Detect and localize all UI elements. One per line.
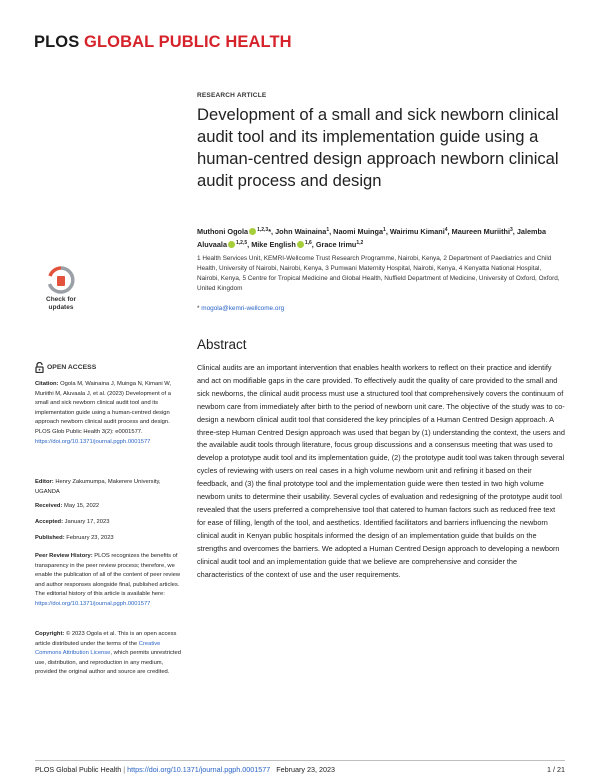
editor-text: Henry Zakumumpa, Makerere University, UGANDA [35, 479, 161, 495]
footer-divider [35, 760, 565, 761]
open-access-label: OPEN ACCESS [47, 364, 97, 371]
affiliations: 1 Health Services Unit, KEMRI-Wellcome Trust Research Programme, Nairobi, Kenya, 2 Department of Paediatrics and Child Health, University of Nairobi, Nairobi, Kenya, 3 Pumwani Maternity Hospital, Nairobi, Kenya, 4 Kenyatta National Hospital, Nairobi, Kenya, 5 Centre for Tropical Medicine and Global Health, Nuffield Department of Medicine, University of Oxford, Oxford, United Kingdom [197, 255, 560, 292]
check-for-updates-button[interactable] [35, 266, 87, 321]
peer-review-label: Peer Review History: [35, 553, 93, 559]
corresponding-mark: * [268, 227, 272, 236]
check-updates-label: Check for updates [46, 296, 76, 311]
accepted-date: January 17, 2023 [64, 519, 110, 525]
author-name[interactable]: Mike English [251, 239, 296, 249]
journal-name-part1: PLOS [34, 33, 80, 51]
footer-date: February 23, 2023 [276, 765, 335, 774]
author-affil-sup: 1,2,3 [257, 227, 269, 233]
author-affil-sup: 1,2 [356, 239, 364, 246]
abstract-heading: Abstract [197, 337, 247, 352]
orcid-icon[interactable] [297, 241, 304, 248]
published-label: Published: [35, 535, 65, 541]
footer-doi-link[interactable]: https://doi.org/10.1371/journal.pgph.0001577 [127, 765, 271, 774]
citation-label: Citation: [35, 381, 59, 387]
copyright-label: Copyright: [35, 631, 65, 637]
license-link[interactable]: Creative Commons Attribution License [35, 640, 161, 657]
author-name[interactable]: Jalemba Aluvaala [197, 227, 547, 249]
email-mark: * [197, 305, 200, 312]
received-label: Received: [35, 503, 63, 509]
published-block [35, 534, 185, 544]
author-affil-sup: 1 [383, 227, 386, 233]
copyright-block [35, 630, 185, 678]
footer-journal: PLOS Global Public Health [35, 765, 122, 774]
author-affil-sup: 1 [326, 227, 330, 233]
accepted-block [35, 518, 185, 528]
abstract-text: Clinical audits are an important intervention that enables health workers to reflect on their practice and identify and act on modifiable gaps in the care provided. To effectively audit the quality of care provided to the small and sick newborns, the clinical audit process must use a structured tool that comprehensively covers the continuum of newborn care from immediately after birth to the period of newborn unit care. The objective of the study was to co-design a newborn clinical audit tool that considered the key principles of a Human Centred Design approach. A three-step Human Centred Design approach was used that began by (1) understanding the context, the users and the available audit tools through literature, focus group discussions and a consensus meeting that was used to develop a prototype audit tool and its implementation guide, (2) the prototype audit tool was taken through several cycles of reviewing with users on real cases in a high volume newborn unit and refining it based on their feedback, and (3) the final prototype tool and the implementation guide were then tested in two high volume newborn units to determine their usability. Several cycles of evaluation and redesigning of the prototype audit tool revealed that the users preferred a comprehensive tool that catered to human factors such as reduced free text for ease of filling, length of the tool, and aesthetics. Identified facilitators and barriers influencing the newborn clinical audit in Kenyan public hospitals informed the design of an implementation guide that builds on the strengths and overcomes the barriers. We adopted a Human Centred Design approach to developing a newborn clinical audit tool and an implementation guide that we believe are comprehensive and consider the characteristics of the context of use and the user requirements. [197, 363, 565, 579]
citation-block [35, 380, 185, 447]
open-lock-icon [35, 362, 44, 373]
author-name[interactable]: Grace Irimu [315, 239, 357, 249]
article-type: RESEARCH ARTICLE [197, 92, 267, 99]
copyright-text: © 2023 Ogola et al. This is an open access article distributed under the terms of the [35, 631, 177, 647]
peer-review-block [35, 552, 185, 610]
email-link[interactable]: mogola@kemri-wellcome.org [201, 305, 285, 312]
footer: PLOS Global Public Health | https://doi.org/10.1371/journal.pgph.0001577 February 23, 2023 [35, 765, 335, 774]
editor-label: Editor: [35, 479, 54, 485]
author-name[interactable]: Naomi Muinga [333, 227, 384, 236]
open-access-badge [35, 362, 96, 373]
peer-review-link[interactable]: https://doi.org/10.1371/journal.pgph.0001577 [35, 600, 151, 607]
citation-text: Ogola M, Wainaina J, Muinga N, Kimani W, Muriithi M, Aluvaala J, et al. (2023) Development of a small and sick newborn clinical audit tool and its implementation guide using a human-centred design approach newborn clinical audit process and design. PLOS Glob Public Health 3(2): e0001577. [35, 381, 172, 435]
author-affil-sup: 4 [444, 227, 448, 233]
author-affil-sup: 3 [510, 227, 513, 233]
article-title: Development of a small and sick newborn clinical audit tool and its implementation guide using a human-centred design approach newborn clinical audit process and design [197, 105, 559, 190]
received-block [35, 502, 185, 512]
orcid-icon[interactable] [249, 228, 256, 235]
author-list: Muthoni Ogola $^{1,2,3}$*, John Wainaina$^1$, Naomi Muinga$^1$, Wairimu Kimani$^4$, Maureen Muriithi$^3$, Jalemba Aluvaala $^{1,2,5}$, Mike English $^{1,6}$, Grace Irimu$^{1,2}$ [197, 227, 547, 249]
author-affil-sup: 1,2,5 [236, 239, 248, 246]
copyright-text-2: , which permits unrestricted use, distribution, and reproduction in any medium, provided the original author and source are credited. [35, 650, 181, 676]
editor-block [35, 478, 185, 497]
accepted-label: Accepted: [35, 519, 64, 525]
corresponding-email [197, 305, 284, 312]
journal-name [34, 33, 292, 52]
page-number: 1 / 21 [547, 765, 565, 774]
author-name[interactable]: John Wainaina [275, 227, 327, 236]
journal-name-part2: GLOBAL PUBLIC HEALTH [84, 33, 292, 51]
published-date: February 23, 2023 [66, 535, 114, 541]
author-name[interactable]: Maureen Muriithi [451, 227, 510, 236]
author-name[interactable]: Wairimu Kimani [389, 227, 445, 236]
author-affil-sup: 1,6 [304, 239, 312, 246]
orcid-icon[interactable] [228, 241, 235, 248]
peer-review-text: PLOS recognizes the benefits of transparency in the peer review process; therefore, we enable the publication of all of the content of peer review and author responses alongside final, published articles. The editorial history of this article is available here: [35, 553, 181, 598]
author-name[interactable]: Muthoni Ogola [197, 227, 249, 236]
citation-doi-link[interactable]: https://doi.org/10.1371/journal.pgph.0001577 [35, 438, 151, 445]
check-updates-icon [35, 266, 87, 296]
received-date: May 15, 2022 [64, 503, 100, 509]
